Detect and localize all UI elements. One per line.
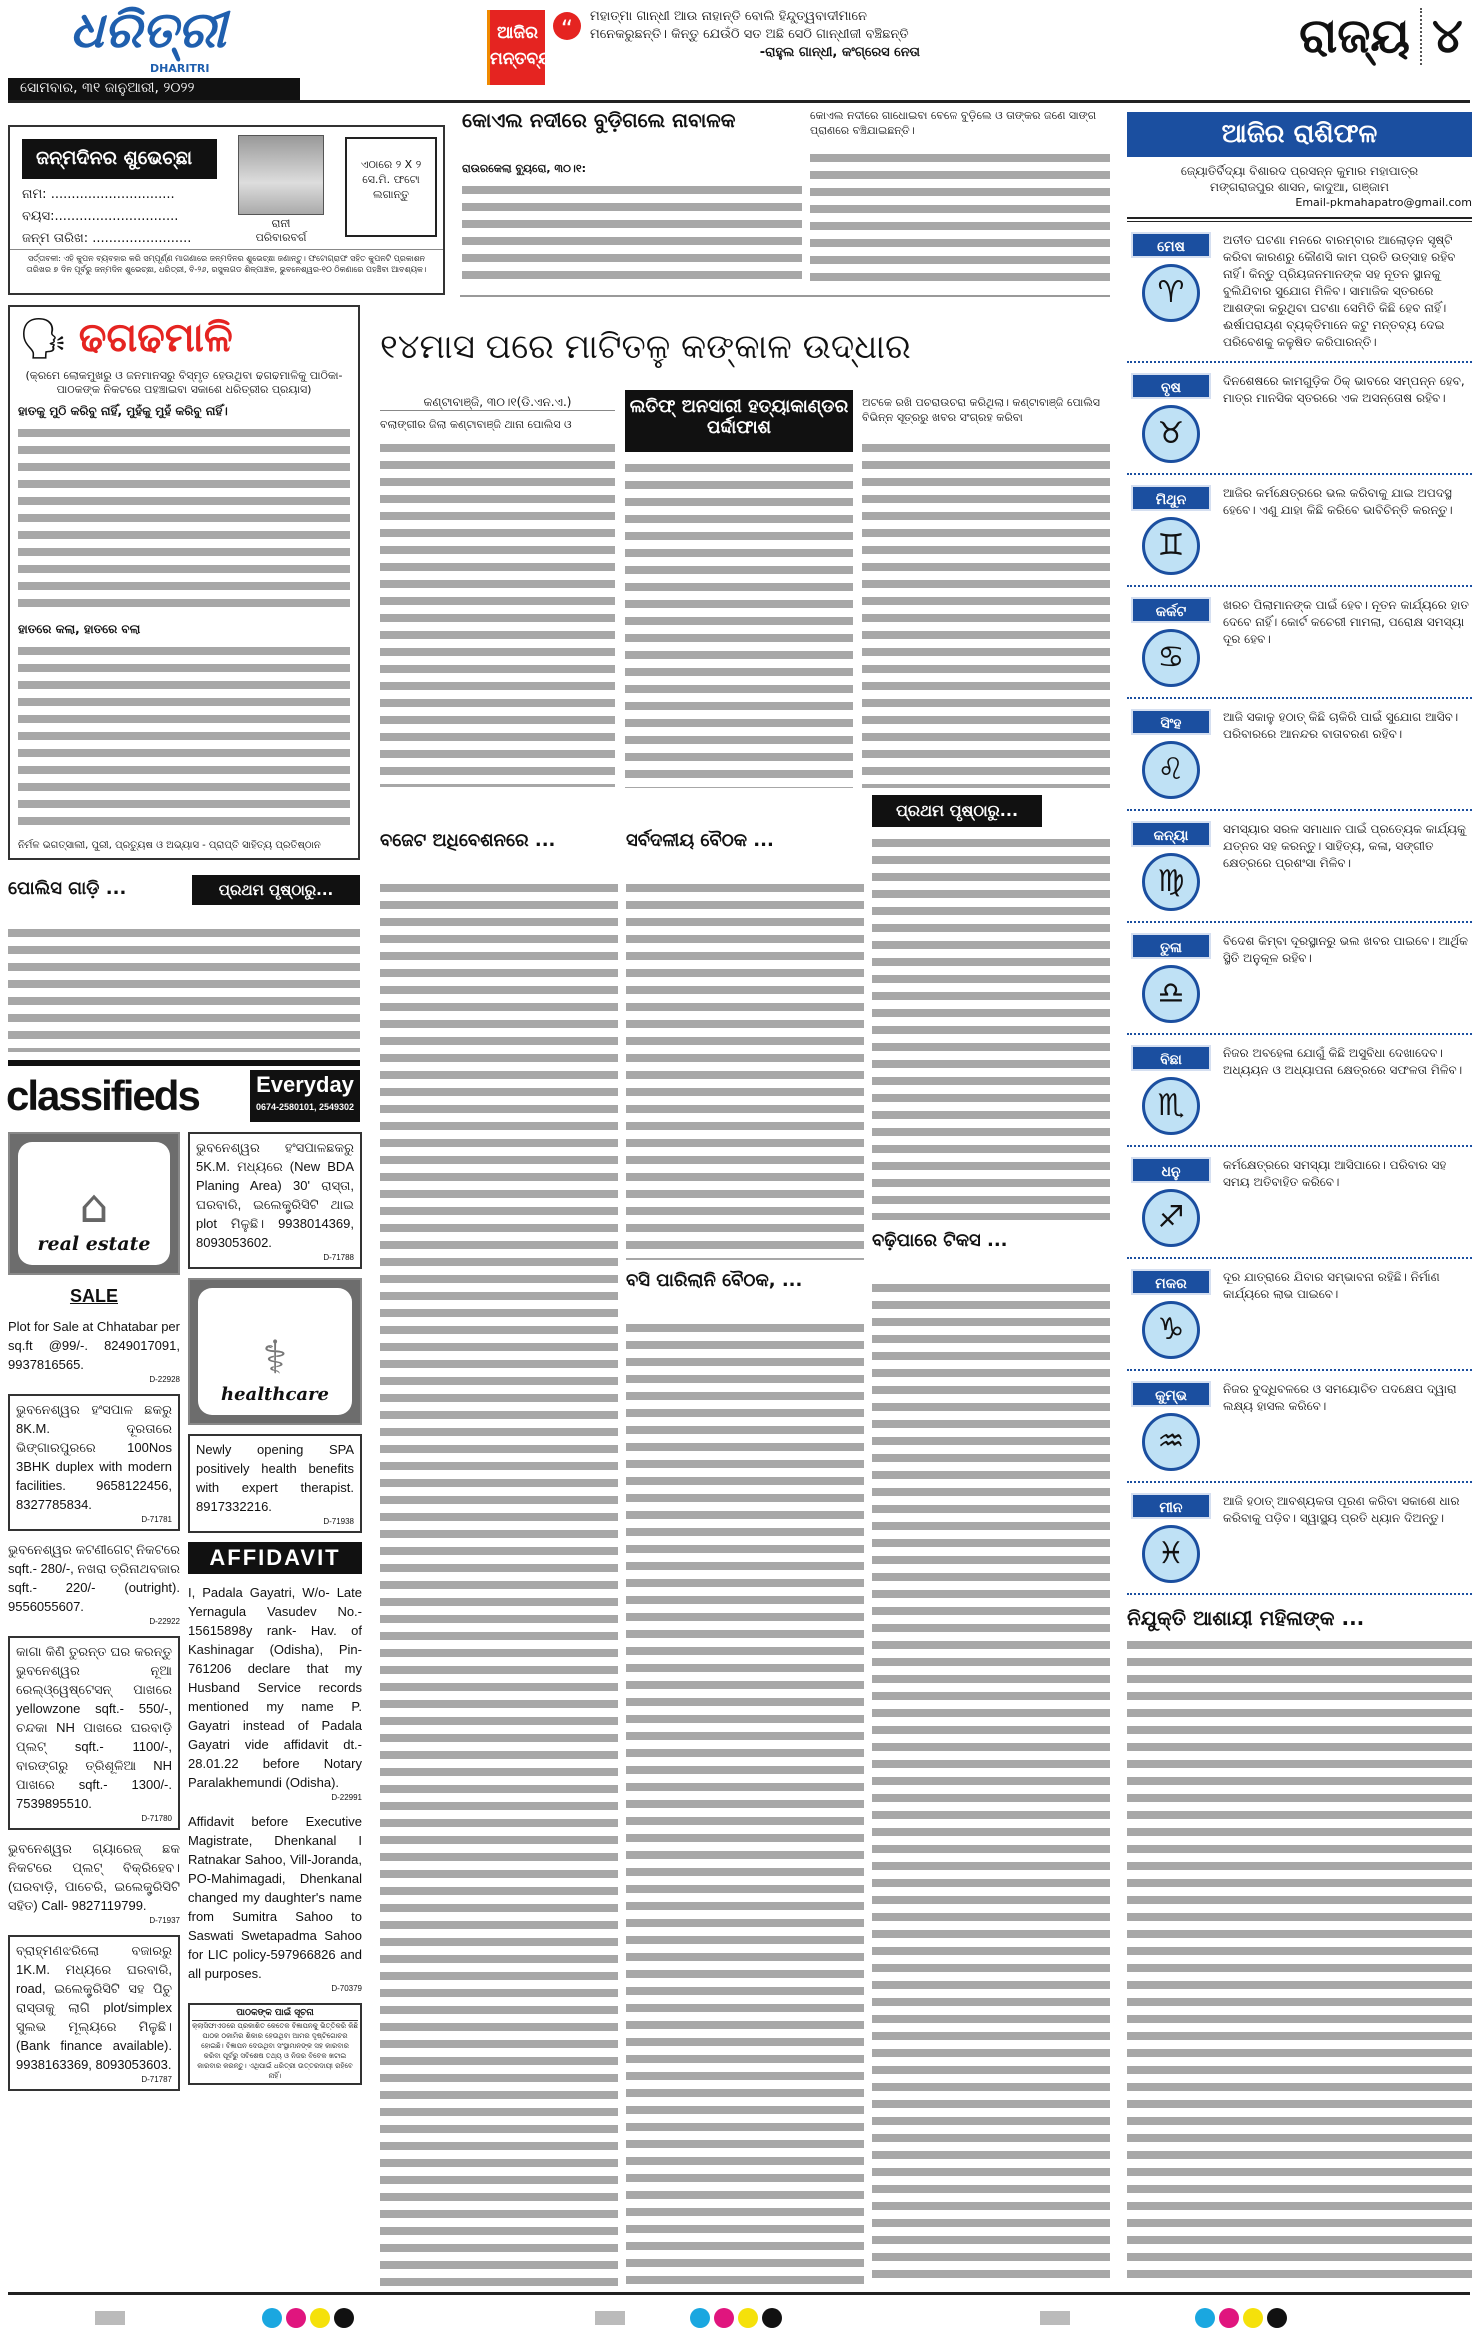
photo-caption [232, 217, 330, 245]
divider [1127, 217, 1472, 222]
saying-2-body [18, 643, 350, 833]
real-estate-banner [8, 1132, 180, 1275]
horoscope-item [1127, 232, 1472, 363]
sign-forecast: କର୍ମକ୍ଷେତ୍ରରେ ସମସ୍ୟା ଆସିପାରେ। ପରିବାର ସହ ସମୟ ଅତିବାହିତ କରିବେ। [1223, 1158, 1447, 1189]
sign-badge [1127, 1269, 1215, 1359]
birthday-coupon [8, 125, 445, 295]
koel-body [462, 182, 802, 287]
sign-badge [1127, 1045, 1215, 1135]
sign-forecast: ସମସ୍ୟାର ସରଳ ସମାଧାନ ପାଇଁ ପ୍ରତ୍ୟେକ କାର୍ଯ୍ୟକୁ ଯତ୍ନର ସହ କରନ୍ତୁ। ସାହିତ୍ୟ, କଳା, ସଙ୍ଗୀତ କ୍ଷେତ୍ରରେ ପ୍ରଶଂସା ମିଳିବ। [1223, 822, 1466, 870]
libra-icon: ♎ [1142, 965, 1200, 1023]
sign-label: ସିଂହ [1131, 709, 1211, 735]
ad-code: D-71938 [323, 1517, 354, 1526]
horoscope-list [1127, 232, 1472, 1605]
ad-text: କାଗା କିଣି ତୁରନ୍ତ ଘର କରନ୍ତୁ ଭୁବନେଶ୍ୱର ନୂଆ ରେଲ୍‌ଓ୍ୱେଷ୍ଟେସନ୍ ପାଖରେ yellowzone sqft.- 550/-, ଚନ୍ଦକା NH ପାଖରେ ଘରବାଡ଼ି ପ୍ଲଟ୍ sqft.- 1100/-, ବାରଙ୍ଗରୁ ତ୍ରିଶୂଳିଆ NH ପାଖରେ sqft.- 1300/-. 7539895510. [16, 1644, 172, 1811]
real-estate-label: real estate [37, 1233, 151, 1255]
color-registration-dots [1195, 2308, 1291, 2332]
stethoscope-icon: ⚕ [262, 1330, 288, 1384]
sign-label: କନ୍ୟା [1131, 821, 1211, 847]
quote-text: ମହାତ୍ମା ଗାନ୍ଧୀ ଆଉ ନାହାନ୍ତି ବୋଲି ହିନ୍ଦୁତ୍ୱବାଦୀମାନେ ମନେକରୁଛନ୍ତି। କିନ୍ତୁ ଯେଉଁଠି ସତ ଅଛି ସେଠି ଗାନ୍ଧୀଜୀ ବଞ୍ଚିଛନ୍ତି [590, 9, 909, 42]
sign-label: କୁମ୍ଭ [1131, 1381, 1211, 1407]
astrologer-name: ଜ୍ୟୋତିର୍ବିଦ୍ୟା ବିଶାରଦ ପ୍ରସନ୍ନ କୁମାର ମହାପାତ୍ର [1180, 164, 1419, 178]
sign-forecast: ଆଜି ହଠାତ୍ ଆବଶ୍ୟକତା ପୂରଣ କରିବା ସକାଶେ ଧାର କରିବାକୁ ପଡ଼ିବ। ସ୍ୱାସ୍ଥ୍ୟ ପ୍ରତି ଧ୍ୟାନ ଦିଅନ୍ତୁ। [1223, 1494, 1460, 1525]
front-page-continued-label: ପ୍ରଥମ ପୃଷ୍ଠାରୁ... [872, 795, 1042, 827]
sign-forecast: ଆଜି ସକାଳୁ ହଠାତ୍ କିଛି ଚାକିରି ପାଇଁ ସୁଯୋଗ ଆସିବ। ପରିବାରରେ ଆନନ୍ଦର ବାତାବରଣ ରହିବ। [1223, 710, 1459, 741]
continued-label: ପ୍ରଥମ ପୃଷ୍ଠାରୁ... [192, 875, 360, 905]
photo-placeholder: ଏଠାରେ ୨ X ୨ ସେ.ମି. ଫଟୋ ଲଗାନ୍ତୁ [345, 137, 437, 237]
ad-code: D-71781 [141, 1515, 172, 1524]
taurus-icon: ♉ [1142, 405, 1200, 463]
sign-badge [1127, 1381, 1215, 1471]
everyday-label: Everyday [256, 1072, 354, 1097]
classifieds-left-column [8, 1132, 180, 2091]
saying-1: ହାତକୁ ମୁଠି କରିବୁ ନାହିଁ, ମୁହଁକୁ ମୁହଁ କରିବୁ ନାହିଁ। [18, 404, 228, 418]
horoscope-item [1127, 1157, 1472, 1259]
budget-body [380, 880, 618, 2287]
quote-icon: “ [553, 12, 581, 40]
sign-label: ମେଷ [1131, 232, 1211, 258]
divider [460, 295, 1110, 297]
classified-ad [8, 1540, 180, 1627]
ad-code: D-22991 [331, 1793, 362, 1802]
main-body-col1 [380, 440, 615, 787]
horoscope-column [1127, 112, 1472, 2287]
sign-badge [1127, 597, 1215, 687]
capricorn-icon: ♑ [1142, 1301, 1200, 1359]
pisces-icon: ♓ [1142, 1525, 1200, 1583]
horoscope-item [1127, 373, 1472, 475]
classified-ad [188, 1812, 362, 1994]
allparty-headline: ସର୍ବଦଳୀୟ ବୈଠକ ... [626, 830, 774, 851]
sign-forecast: ନିଜର ଅବହେଳା ଯୋଗୁଁ କିଛି ଅସୁବିଧା ଦେଖାଦେବ। ଅଧ୍ୟୟନ ଓ ଅଧ୍ୟାପନା କ୍ଷେତ୍ରରେ ସଫଳତା ମିଳିବ। [1223, 1046, 1463, 1077]
sign-forecast: ବିଦେଶ କିମ୍ବା ଦୂରସ୍ଥାନରୁ ଭଲ ଖବର ପାଇବେ। ଆର୍ଥିକ ସ୍ଥିତି ଅନୁକୂଳ ରହିବ। [1223, 934, 1469, 965]
job-seeker-headline: ନିଯୁକ୍ତି ଆଶାୟୀ ମହିଳାଙ୍କ ... [1127, 1606, 1365, 1630]
ad-text: Plot for Sale at Chhatabar per sq.ft @99/-. 8249017091, 9937816565. [8, 1319, 180, 1372]
classified-ad [188, 1434, 362, 1533]
issue-date: ସୋମବାର, ୩୧ ଜାନୁଆରୀ, ୨୦୨୨ [8, 78, 300, 100]
ad-code: D-22922 [149, 1617, 180, 1626]
sagittarius-icon: ♐ [1142, 1189, 1200, 1247]
dhagadhamali-title: ଢଗଢମାଳି [78, 315, 233, 361]
koel-headline: କୋଏଲ ନଦୀରେ ବୁଡ଼ିଗଲେ ନାବାଳକ [462, 108, 736, 132]
classified-ad [188, 1132, 362, 1269]
healthcare-label: healthcare [221, 1384, 329, 1405]
footer-rule [8, 2292, 1470, 2295]
sign-badge [1127, 821, 1215, 911]
quote-author: -ରାହୁଲ ଗାନ୍ଧୀ, କଂଗ୍ରେସ ନେତା [759, 45, 920, 60]
cartoon-icon: 🗣 [18, 315, 69, 362]
logo-english: DHARITRI [150, 62, 210, 75]
ad-text: ବ୍ରାହ୍ମଣଝରିଲୋ ବଜାରରୁ 1K.M. ମଧ୍ୟରେ ଘରବାରି, road, ଇଲେକ୍ଟ୍ରିସିଟି ସହ ପିଚୁ ରାସ୍ତାକୁ ଲାଗି plot/simplex ସୁଲଭ ମୂଲ୍ୟରେ ମିଳୁଛି। (Bank finance available). 9938163369, 8093053603. [16, 1943, 172, 2072]
main-col3-lead: ଅଟକେ ରଖି ପଚରାଉଚରା କରିଥିଲା। କଣ୍ଟାବାଞ୍ଜି ପୋଲିସ ବିଭିନ୍ନ ସୂତ୍ରରୁ ଖବର ସଂଗ୍ରହ କରିବା [862, 396, 1100, 424]
ad-text: ଭୁବନେଶ୍ୱର ଗ୍ୟାରେଜ୍ ଛକ ନିକଟରେ ପ୍ଲଟ୍ ବିକ୍ରିହେବ। (ଘରବାଡ଼ି, ପାଚେରି, ଇଲେକ୍ଟ୍ରିସିଟି ସହିତ) Call- 9827119799. [8, 1841, 180, 1913]
meeting-headline: ବସି ପାରିଲାନି ବୈଠକ, ... [626, 1270, 803, 1291]
saying-1-body [18, 425, 350, 615]
horoscope-item [1127, 821, 1472, 923]
opinion-label-line1: ଆଜିର [496, 23, 539, 43]
registration-mark [1040, 2310, 1070, 2329]
ad-code: D-71937 [149, 1916, 180, 1925]
police-headline: ପୋଲିସ ଗାଡ଼ି ... [8, 878, 127, 899]
main-subhead-box: ଲତିଫ୍ ଅନସାରୀ ହତ୍ୟାକାଣ୍ଡର ପର୍ଦ୍ଦାଫାଶ [625, 390, 853, 452]
job-seeker-body [1127, 1637, 1472, 2287]
notice-title: ପାଠକଙ୍କ ପାଇଁ ସୂଚନା [192, 2007, 358, 2021]
birthday-terms: ସର୍ତ୍ତାବଳୀ: ଏହି କୁପନ ବ୍ୟବହାର କରି ସମ୍ପୂର୍ଣ୍ଣ ମାଗଣାରେ ଜନ୍ମଦିନର ଶୁଭେଚ୍ଛା ଜଣାନ୍ତୁ। ଫଟୋଗ୍ରାଫ ସହିତ କୁପନଟି ପ୍ରକାଶନ ତାରିଖର ୭ ଦିନ ପୂର୍ବରୁ ଜନ୍ମଦିନ ଶୁଭେଚ୍ଛା, ଧରିତ୍ରୀ, ବି-୨୬, ରସୁଲଗଡ ଶିଳ୍ପାଞ୍ଚଳ, ଭୁବନେଶ୍ୱର-୧୦ ଠିକଣାରେ ପହଞ୍ଚିବା ଆବଶ୍ୟକ। [10, 249, 443, 278]
koel-dateline: ରାଉରକେଲା ବ୍ୟୁରୋ, ୩୦।୧: [462, 162, 587, 175]
ad-code: D-71788 [323, 1253, 354, 1262]
scorpio-icon: ♏ [1142, 1077, 1200, 1135]
aquarius-icon: ♒ [1142, 1413, 1200, 1471]
astrologer-email: Email-pkmahapatro@gmail.com [1295, 196, 1472, 209]
horoscope-item [1127, 933, 1472, 1035]
name-field: ନାମ: .............................. [22, 187, 175, 202]
ad-code: D-22928 [149, 1375, 180, 1384]
masthead-rule [8, 100, 1470, 103]
horoscope-author [1127, 163, 1472, 211]
gemini-icon: ♊ [1142, 517, 1200, 575]
classified-ad [8, 1935, 180, 2091]
age-field: ବୟସ:.............................. [22, 209, 179, 224]
horoscope-item [1127, 709, 1472, 811]
cancer-icon: ♋ [1142, 629, 1200, 687]
sign-label: ମକର [1131, 1269, 1211, 1295]
sign-badge [1127, 709, 1215, 799]
child-photo [238, 135, 324, 215]
sign-label: ମିଥୁନ [1131, 485, 1211, 511]
leo-icon: ♌ [1142, 741, 1200, 799]
color-registration-dots [690, 2308, 786, 2332]
koel-body [810, 150, 1110, 287]
classifieds-title: classifieds [6, 1072, 199, 1119]
sign-badge [1127, 373, 1215, 463]
horoscope-item [1127, 1045, 1472, 1147]
horoscope-item [1127, 597, 1472, 699]
police-body [8, 925, 360, 1052]
sign-label: ମୀନ [1131, 1493, 1211, 1519]
registration-mark [595, 2310, 625, 2329]
main-dateline: କଣ୍ଟାବାଞ୍ଜି, ୩୦।୧(ଡି.ଏନ.ଏ.) [380, 395, 615, 411]
affidavit-heading: AFFIDAVIT [188, 1542, 362, 1574]
dhagadhamali-box [8, 305, 360, 860]
sign-label: କର୍କଟ [1131, 597, 1211, 623]
sign-forecast: ଅତୀତ ଘଟଣା ମନରେ ବାରମ୍ବାର ଆଲୋଡ଼ନ ସୃଷ୍ଟି କରିବା କାରଣରୁ କୌଣସି କାମ ପ୍ରତି ଉତ୍ସାହ ରହିବ ନାହିଁ। କିନ୍ତୁ ପ୍ରିୟଜନମାନଙ୍କ ସହ ନୂତନ ସ୍ଥାନକୁ ବୁଲିଯିବାର ସୁଯୋଗ ମିଳିବ। ସାମାଜିକ ସ୍ତରରେ ଆଶଙ୍କା କରୁଥିବା ଘଟଣା ସେମିତି କିଛି ହେବ ନାହିଁ। ଈର୍ଷାପରାୟଣ ବ୍ୟକ୍ତିମାନେ କଟୁ ମନ୍ତବ୍ୟ ଦେଇ ପରିବେଶକୁ କଳୁଷିତ କରିପାରନ୍ତି। [1223, 233, 1456, 349]
sale-heading: SALE [69, 1286, 118, 1306]
classified-ad [8, 1636, 180, 1830]
classifieds-right-column [188, 1132, 362, 2085]
ad-code: D-70379 [331, 1984, 362, 1993]
main-lead: ବଲାଙ୍ଗୀର ଜିଲା କଣ୍ଟାବାଞ୍ଜି ଥାନା ପୋଲିସ ଓ [380, 418, 572, 431]
classified-ad [8, 1394, 180, 1531]
photo-from: ପରିବାରବର୍ଗ [255, 231, 307, 244]
sign-forecast: ନିଜର ବୁଦ୍ଧିବଳରେ ଓ ସମୟୋଚିତ ପଦକ୍ଷେପ ଦ୍ୱାରା ଲକ୍ଷ୍ୟ ହାସଲ କରିବେ। [1223, 1382, 1457, 1413]
classifieds-contact [250, 1070, 360, 1122]
sign-badge [1127, 1493, 1215, 1583]
healthcare-banner [188, 1278, 362, 1425]
budget-headline: ବଜେଟ ଅଧିବେଶନରେ ... [380, 830, 556, 851]
horoscope-title: ଆଜିର ରାଶିଫଳ [1127, 112, 1472, 157]
sign-forecast: ଆଜିର କର୍ମକ୍ଷେତ୍ରରେ ଭଲ କରିବାକୁ ଯାଇ ଅପଦସ୍ଥ ହେବେ। ଏଣୁ ଯାହା କିଛି କରିବେ ଭାବିଚିନ୍ତି କରନ୍ତୁ। [1223, 486, 1453, 517]
sign-forecast: ଦିନଶେଷରେ କାମଗୁଡ଼ିକ ଠିକ୍ ଭାବରେ ସମ୍ପନ୍ନ ହେବ, ମାତ୍ର ମାନସିକ ସ୍ତରରେ ଏକ ଅସନ୍ତୋଷ ରହିବ। [1223, 374, 1465, 405]
ad-text: ଭୁବନେଶ୍ୱର ହଂସପାଳ ଛକରୁ 8K.M. ଦୂରତାରେ ଭିଙ୍ଗାରପୁରରେ 100Nos 3BHK duplex with modern facilities. 9658122456, 8327785834. [16, 1402, 172, 1512]
main-headline: ୧୪ମାସ ପରେ ମାଟିତଳୁ କଙ୍କାଳ ଉଦ୍ଧାର [380, 327, 911, 367]
notice-text: କ୍ଲାସିଫାଏଡରେ ପ୍ରକାଶିତ କେତେକ ବିଜ୍ଞାପନକୁ ଭିତ୍ତିକରି କିଛି ପାଠକ ଠକାମିର ଶିକାର ହେଉଥିବା ଆମର ଦୃଷ୍ଟିଗୋଚର ହୋଇଛି। ବିଜ୍ଞାପନ ଦେଉଥିବା ସଂସ୍ଥାମାନଙ୍କ ସହ କାରବାର କରିବା ପୂର୍ବରୁ ସବିଶେଷ ତଥ୍ୟ ଓ ନିଜର ବିବେକ ଖଟାଇ କାରବାର କରନ୍ତୁ। ଏଥିପାଇଁ ଧରିତ୍ରୀ ଉତ୍ତରଦାୟୀ ରହିବେ ନାହିଁ। [192, 2022, 358, 2080]
quote-of-day [590, 8, 920, 62]
photo-name: ରାନୀ [271, 217, 291, 230]
meeting-body [626, 1320, 864, 2287]
tax-body [872, 1280, 1110, 2287]
sign-label: ଧନୁ [1131, 1157, 1211, 1183]
classified-ad [188, 1583, 362, 1803]
ad-code: D-71780 [141, 1814, 172, 1823]
dhagadhamali-subtitle: (କ୍ରମେ ଲୋକମୁଖରୁ ଓ ଜନମାନସରୁ ବିସ୍ମୃତ ହେଉଥିବା ଢଗଢମାଳିକୁ ପାଠିକା-ପାଠକଙ୍କ ନିକଟରେ ପହଞ୍ଚାଇବା ସକାଶେ ଧରିତ୍ରୀର ପ୍ରୟାସ) [25, 369, 343, 396]
classifieds-phone: 0674-2580101, 2549302 [255, 1102, 355, 1112]
sign-forecast: ଦୂର ଯାତ୍ରାରେ ଯିବାର ସମ୍ଭାବନା ରହିଛି। ନିର୍ମାଣ କାର୍ଯ୍ୟରେ ଲାଭ ପାଇବେ। [1223, 1270, 1440, 1301]
sign-badge [1127, 933, 1215, 1023]
ad-text: Affidavit before Executive Magistrate, Dhenkanal I Ratnakar Sahoo, Vill-Joranda, PO-Mahimagadi, Dhenkanal changed my daughter's name from Sumitra Sahoo to Saswati Swetapadma Sahoo for LIC policy-597966826 and all purposes. [188, 1814, 362, 1981]
newspaper-logo: ଧରିତ୍ରୀ [70, 1, 227, 59]
reader-notice [188, 2003, 362, 2085]
horoscope-item [1127, 1269, 1472, 1371]
saying-2: ହାତରେ କଲା, ହାତରେ ବଲା [18, 622, 141, 636]
classifieds-rule [8, 1060, 360, 1066]
opinion-label [487, 10, 553, 85]
virgo-icon: ♍ [1142, 853, 1200, 911]
aries-icon: ♈ [1142, 264, 1200, 322]
classified-ad [8, 1317, 180, 1385]
horoscope-item [1127, 1381, 1472, 1483]
page-number: ୪ [1420, 8, 1463, 65]
sign-badge [1127, 1157, 1215, 1247]
ad-text: I, Padala Gayatri, W/o- Late Yernagula Vasudev No.- 15615898y rank- Hav. of Kashinagar (Odisha), Pin- 761206 declare that my Husband Service records mentioned my name P. Gayatri instead of Padala Gayatri vide affidavit dt.- 28.01.22 before Notary Paralakhemundi (Odisha). [188, 1585, 362, 1790]
opinion-label-line2: ମନ୍ତବ୍ୟ [490, 49, 553, 69]
birthday-title: ଜନ୍ମଦିନର ଶୁଭେଚ୍ଛା [22, 139, 217, 179]
ad-text: ଭୁବନେଶ୍ୱର ହଂସପାଳଛକରୁ 5K.M. ମଧ୍ୟରେ (New BDA Planing Area) 30' ରାସ୍ତା, ଘରବାରି, ଇଲେକ୍ଟ୍ରିସିଟି ଥାଇ plot ମିଳୁଛି। 9938014369, 8093053602. [196, 1140, 354, 1250]
ad-code: D-71787 [141, 2075, 172, 2084]
dhagadhamali-credit: ନିର୍ମଳ ଭଗତ୍ସାଲୀ, ପୁରୀ, ପ୍ରତ୍ୟୁଷ ଓ ଅଭ୍ୟାସ - ପ୍ରାପ୍ତି ସାହିତ୍ୟ ପ୍ରତିଷ୍ଠାନ [18, 840, 321, 851]
sign-badge [1127, 485, 1215, 575]
tax-headline: ବଢ଼ିପାରେ ଟିକସ ... [872, 1230, 1008, 1251]
registration-mark [95, 2310, 125, 2329]
sign-forecast: ଖରଚ ପିଲାମାନଙ୍କ ପାଇଁ ହେବ। ନୂତନ କାର୍ଯ୍ୟରେ ହାତ ଦେବେ ନାହିଁ। କୋର୍ଟ କଚେରୀ ମାମଲା, ପରୋକ୍ଷ ସମସ୍ୟା ଦୂର ହେବ। [1223, 598, 1469, 646]
color-registration-dots [262, 2308, 358, 2332]
main-body-col2 [625, 460, 853, 788]
sign-label: ବିଛା [1131, 1045, 1211, 1071]
front-page-body [872, 835, 1110, 1220]
sign-badge [1127, 232, 1215, 351]
allparty-body [626, 880, 864, 1260]
ad-text: ଭୁବନେଶ୍ୱର କଟଣୀଗେଟ୍ ନିକଟରେ sqft.- 280/-, ନଖରା ତ୍ରିନାଥବଜାର sqft.- 220/- (outright). 9556055607. [8, 1542, 180, 1614]
sign-label: ତୁଳା [1131, 933, 1211, 959]
astrologer-address: ମଙ୍ଗରାଜପୁର ଶାସନ, କାଦୁଆ, ଗଞ୍ଜାମ [1209, 180, 1390, 194]
classified-ad [8, 1839, 180, 1926]
horoscope-item [1127, 1493, 1472, 1595]
koel-lead: କୋଏଲ ନଦୀରେ ଗାଧୋଇବା ବେଳେ ବୁଡ଼ିଲେ ଓ ତାଙ୍କର ଜଣେ ସାଙ୍ଗ ପ୍ରାଣରେ ବଞ୍ଚିଯାଇଛନ୍ତି। [810, 109, 1097, 137]
main-body-col3 [862, 440, 1110, 788]
house-icon: ⌂ [79, 1179, 109, 1233]
sign-label: ବୃଷ [1131, 373, 1211, 399]
section-title: ରାଜ୍ୟ [1299, 8, 1410, 64]
dob-field: ଜନ୍ମ ତାରିଖ: ........................ [22, 231, 192, 246]
ad-text: Newly opening SPA positively health benefits with expert therapist. 8917332216. [196, 1442, 354, 1514]
horoscope-item [1127, 485, 1472, 587]
